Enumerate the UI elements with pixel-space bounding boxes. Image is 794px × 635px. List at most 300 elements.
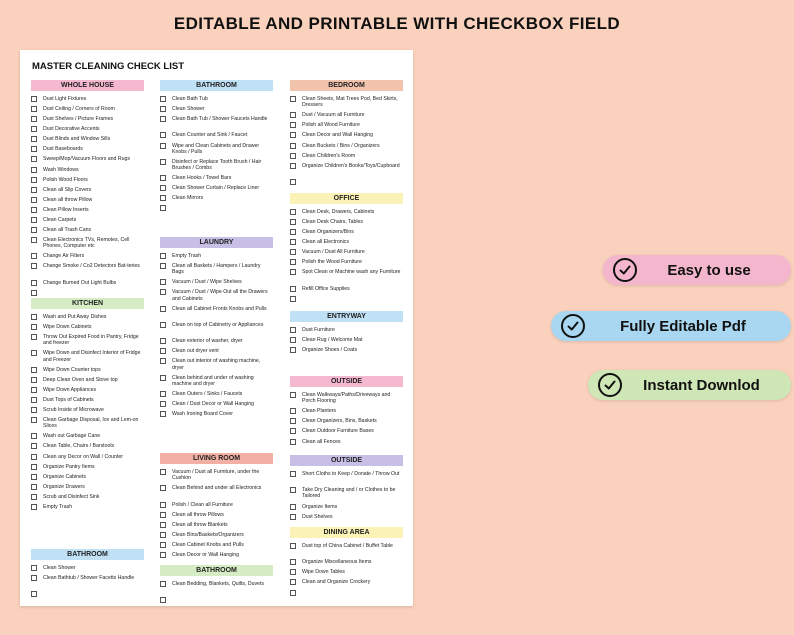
- item-label: Dust Tops of Cabinets: [43, 396, 94, 403]
- item-label: Wipe Down Appliances: [43, 386, 97, 393]
- checkbox[interactable]: [31, 464, 37, 470]
- checkbox[interactable]: [290, 439, 296, 445]
- checkbox[interactable]: [290, 132, 296, 138]
- checkbox[interactable]: [31, 454, 37, 460]
- checklist-item: [290, 543, 403, 555]
- item-label: Clean all Cabinet Fronts Knobs and Pulls: [172, 305, 267, 312]
- checklist-item: [160, 358, 273, 370]
- checkbox[interactable]: [31, 116, 37, 122]
- item-label: Organize Items: [302, 503, 338, 510]
- checklist-item: [160, 338, 273, 344]
- checkbox[interactable]: [31, 227, 37, 233]
- item-label: Clean all throw Blankets: [172, 521, 228, 528]
- checkbox[interactable]: [290, 249, 296, 255]
- item-label: Dust Shelves: [302, 513, 333, 520]
- section-header: BATHROOM: [160, 565, 273, 576]
- section-header: OUTSIDE: [290, 455, 403, 466]
- badge-label: Fully Editable Pdf: [620, 317, 746, 335]
- checklist-item: [160, 159, 273, 171]
- checkbox[interactable]: [290, 569, 296, 575]
- item-label: Change Burned Out Light Bulbs: [43, 279, 117, 286]
- checkbox[interactable]: [31, 324, 37, 330]
- checklist-item: [290, 269, 403, 281]
- checkbox[interactable]: [160, 552, 166, 558]
- checklist-item: [290, 418, 403, 424]
- item-label: Clean all Electronics: [302, 239, 349, 246]
- checkbox[interactable]: [290, 428, 296, 434]
- checkbox[interactable]: [31, 290, 37, 296]
- checkbox[interactable]: [290, 337, 296, 343]
- checklist-item: [31, 253, 144, 259]
- checklist-item: [160, 348, 273, 354]
- item-label: Clean behind and under of washing machine and dryer: [172, 374, 254, 387]
- section-whole-house: [31, 80, 144, 300]
- item-label: Dust Furniture: [302, 327, 335, 333]
- checklist-item: [160, 96, 273, 102]
- item-label: Clean Walkways/Paths/Driveways and Porch Flooring: [302, 392, 391, 405]
- checkbox[interactable]: [160, 289, 166, 295]
- badge-label: Easy to use: [667, 261, 751, 279]
- checkbox[interactable]: [31, 387, 37, 393]
- item-label: Clean any Decor on Wall / Counter: [43, 453, 123, 460]
- item-label: Clean Shower: [43, 565, 76, 571]
- checkbox[interactable]: [31, 433, 37, 439]
- checklist-item: [31, 263, 144, 275]
- checklist-item: [160, 391, 273, 397]
- checkbox[interactable]: [290, 269, 296, 275]
- item-label: Clean Desk Chairs, Tables: [302, 219, 364, 226]
- checklist-item: [290, 504, 403, 510]
- checkbox[interactable]: [290, 347, 296, 353]
- checkbox[interactable]: [290, 504, 296, 510]
- checkbox[interactable]: [31, 350, 37, 356]
- checkbox[interactable]: [290, 579, 296, 585]
- checklist-item: [31, 177, 144, 183]
- checklist-item: [31, 156, 144, 162]
- checklist-item: [160, 263, 273, 275]
- checklist-item: [31, 387, 144, 393]
- checklist-item: [31, 474, 144, 480]
- checkbox[interactable]: [160, 279, 166, 285]
- item-label: Clean Bath Tub: [172, 96, 208, 102]
- item-label: Organize Pantry Items: [43, 463, 95, 470]
- checkbox[interactable]: [290, 209, 296, 215]
- item-label: Scrub and Disinfect Sink: [43, 493, 100, 500]
- feature-badge: [603, 255, 791, 285]
- item-label: Clean Bathtub / Shower Facetts Handle: [43, 575, 135, 582]
- checklist-item: [31, 464, 144, 470]
- checkbox[interactable]: [31, 397, 37, 403]
- checkbox[interactable]: [290, 229, 296, 235]
- checkbox[interactable]: [290, 559, 296, 565]
- checkbox[interactable]: [290, 296, 296, 302]
- checklist-item: [31, 504, 144, 510]
- badge-label: Instant Downlod: [643, 376, 760, 394]
- item-label: Clean out interior of washing machine, dryer: [172, 358, 261, 371]
- checkbox[interactable]: [290, 122, 296, 128]
- checklist-item: [290, 579, 403, 585]
- checklist-item: [290, 209, 403, 215]
- checkbox[interactable]: [31, 197, 37, 203]
- item-label: Wash Ironing Board Cover: [172, 411, 233, 418]
- item-label: Deep Clean Oven and Stove top: [43, 376, 118, 383]
- item-label: Wash and Put Away Dishes: [43, 314, 107, 320]
- checklist-item: [290, 179, 403, 185]
- check-circle-icon: [561, 314, 585, 338]
- checklist-item: [160, 132, 273, 138]
- section-header: OFFICE: [290, 193, 403, 204]
- item-label: Vacuum / Dust / Wipe Shelves: [172, 279, 242, 286]
- checkbox[interactable]: [31, 565, 37, 571]
- checkbox[interactable]: [31, 136, 37, 142]
- item-label: Clean Shower Curtain / Replace Liner: [172, 185, 260, 192]
- checklist-item: [290, 439, 403, 445]
- checklist-item: [160, 597, 273, 603]
- checklist-item: [160, 185, 273, 191]
- checkbox[interactable]: [290, 487, 296, 493]
- item-label: Clean Rug / Welcome Mat: [302, 337, 363, 344]
- checklist-item: [31, 96, 144, 102]
- checklist-item: [31, 407, 144, 413]
- item-label: Clean all Baskets / Hampers / Laundry Bags: [172, 263, 261, 276]
- checkbox[interactable]: [160, 581, 166, 587]
- checkbox[interactable]: [160, 597, 166, 603]
- item-label: Polish all Wood Furniture: [302, 122, 360, 129]
- checklist-item: [31, 484, 144, 490]
- item-label: Clean Bins/Baskets/Organizers: [172, 531, 244, 538]
- checklist-item: [290, 514, 403, 520]
- headline: EDITABLE AND PRINTABLE WITH CHECKBOX FIELD: [173, 14, 621, 33]
- checklist-item: [160, 205, 273, 211]
- checkbox[interactable]: [160, 143, 166, 149]
- checkbox[interactable]: [290, 418, 296, 424]
- checklist-item: [290, 327, 403, 333]
- checklist-item: [290, 219, 403, 225]
- checkbox[interactable]: [31, 591, 37, 597]
- checkbox[interactable]: [290, 514, 296, 520]
- checkbox[interactable]: [160, 205, 166, 211]
- checkbox[interactable]: [160, 132, 166, 138]
- checkbox[interactable]: [160, 263, 166, 269]
- checklist-item: [290, 487, 403, 499]
- checkbox[interactable]: [160, 195, 166, 201]
- item-label: Clean all Fences: [302, 438, 341, 445]
- checklist-item: [290, 559, 403, 565]
- checkbox[interactable]: [31, 575, 37, 581]
- item-label: Clean Bath Tub / Shower Faucets Handle: [172, 116, 268, 123]
- section-header: LAUNDRY: [160, 237, 273, 248]
- checkbox[interactable]: [31, 377, 37, 383]
- item-label: Change Air Filters: [43, 253, 85, 260]
- checklist-item: [160, 512, 273, 518]
- checklist-item: [31, 106, 144, 112]
- item-label: Spot Clean or Machine wash any Furniture: [302, 269, 401, 276]
- checkbox[interactable]: [160, 401, 166, 407]
- checklist-item: [31, 417, 144, 429]
- item-label: Dust Decorative Accents: [43, 126, 100, 133]
- checkbox[interactable]: [31, 407, 37, 413]
- checkbox[interactable]: [160, 116, 166, 122]
- feature-badge: [551, 311, 791, 341]
- checklist-item: [290, 239, 403, 245]
- checkbox[interactable]: [31, 146, 37, 152]
- checkbox[interactable]: [160, 411, 166, 417]
- checklist-item: [160, 195, 273, 201]
- checkbox[interactable]: [290, 286, 296, 292]
- checklist-item: [31, 126, 144, 132]
- checkbox[interactable]: [290, 327, 296, 333]
- item-label: Polish / Clean all Furniture: [172, 501, 233, 508]
- section-header: BATHROOM: [31, 549, 144, 560]
- section-header: DINING AREA: [290, 527, 403, 538]
- checklist-item: [31, 397, 144, 403]
- checkbox[interactable]: [31, 237, 37, 243]
- item-label: Clean / Dust Decor or Wall Hanging: [172, 401, 254, 408]
- checkbox[interactable]: [31, 474, 37, 480]
- checkbox[interactable]: [31, 494, 37, 500]
- item-label: Polish Wood Floors: [43, 176, 88, 183]
- checkbox[interactable]: [31, 167, 37, 173]
- item-label: Dust Light Fixtures: [43, 96, 87, 102]
- checklist-item: [290, 392, 403, 404]
- checklist-item: [31, 197, 144, 203]
- item-label: Clean out dryer vent: [172, 348, 219, 355]
- checklist-item: [160, 375, 273, 387]
- checklist-item: [31, 350, 144, 362]
- checklist-item: [31, 280, 144, 286]
- item-label: Clean and Organize Crockery: [302, 579, 371, 586]
- checklist-item: [160, 522, 273, 528]
- item-label: Clean Desk, Drawers, Cabinets: [302, 209, 375, 215]
- checklist-item: [31, 334, 144, 346]
- checklist-item: [31, 494, 144, 500]
- checkbox[interactable]: [160, 159, 166, 165]
- section-dining-area: [290, 527, 403, 600]
- item-label: Clean Electronics TVs, Remotes, Cell Phones, Computer etc: [43, 237, 130, 250]
- section-office: [290, 193, 403, 306]
- checkbox[interactable]: [160, 322, 166, 328]
- checkbox[interactable]: [160, 185, 166, 191]
- section-outside: [290, 455, 403, 524]
- checklist-item: [31, 217, 144, 223]
- item-label: Short Cloths to Keep / Donate / Throw Out: [302, 471, 400, 477]
- item-label: Vacuum / Dust / Wipe Out all the Drawers and Cabinets: [172, 289, 268, 302]
- checkbox[interactable]: [290, 471, 296, 477]
- checkbox[interactable]: [31, 263, 37, 269]
- item-label: Clean Children's Room: [302, 152, 356, 159]
- item-label: Clean Organizers/Bins: [302, 229, 354, 236]
- item-label: Clean Behind and under all Electronics: [172, 485, 262, 492]
- section-entryway: [290, 311, 403, 357]
- checklist-item: [160, 253, 273, 259]
- checkbox[interactable]: [31, 96, 37, 102]
- checklist-item: [160, 116, 273, 128]
- checklist-item: [290, 471, 403, 483]
- checklist-item: [31, 136, 144, 142]
- checkbox[interactable]: [160, 106, 166, 112]
- checkbox[interactable]: [160, 338, 166, 344]
- checkbox[interactable]: [31, 253, 37, 259]
- checklist-item: [31, 433, 144, 439]
- checklist-item: [290, 259, 403, 265]
- checkbox[interactable]: [160, 502, 166, 508]
- checklist-item: [290, 112, 403, 118]
- checklist-item: [290, 408, 403, 414]
- item-label: Wipe Down and Disinfect Interior of Fridge and Freezer: [43, 350, 141, 363]
- checklist-item: [290, 143, 403, 149]
- item-label: Organize Miscellaneous Items: [302, 559, 372, 566]
- checklist-item: [290, 132, 403, 138]
- checkbox[interactable]: [160, 358, 166, 364]
- checklist-item: [160, 469, 273, 481]
- checkbox[interactable]: [160, 485, 166, 491]
- checklist-item: [31, 324, 144, 330]
- section-outside: [290, 376, 403, 449]
- checkbox[interactable]: [290, 179, 296, 185]
- section-laundry: [160, 237, 273, 421]
- checklist-item: [31, 290, 144, 296]
- checklist-item: [160, 542, 273, 548]
- checklist-item: [31, 443, 144, 449]
- item-label: Vacuum / Dust all Furniture, under the Cushion: [172, 469, 260, 482]
- checkbox[interactable]: [160, 375, 166, 381]
- checklist-item: [160, 411, 273, 417]
- item-label: Wipe and Clean Cabinets and Drawer Knobs / Pulls: [172, 142, 260, 155]
- item-label: Dust top of China Cabinet / Buffet Table: [302, 543, 393, 549]
- item-label: Dust Baseboards: [43, 146, 83, 153]
- checkbox[interactable]: [31, 367, 37, 373]
- item-label: Sweep/Mop/Vacuum Floors and Rugs: [43, 156, 130, 163]
- item-label: Empty Trash: [172, 253, 202, 259]
- checkbox[interactable]: [290, 163, 296, 169]
- item-label: Empty Trash: [43, 503, 73, 510]
- checklist-item: [160, 279, 273, 285]
- checkbox[interactable]: [290, 153, 296, 159]
- item-label: Clean Bedding, Blankets, Quilts, Duvets: [172, 581, 264, 587]
- checkbox[interactable]: [290, 590, 296, 596]
- checkbox[interactable]: [160, 175, 166, 181]
- checkbox[interactable]: [290, 219, 296, 225]
- section-header: BATHROOM: [160, 80, 273, 91]
- checklist-item: [31, 314, 144, 320]
- checkbox[interactable]: [31, 207, 37, 213]
- checklist-item: [290, 337, 403, 343]
- section-header: ENTRYWAY: [290, 311, 403, 322]
- item-label: Organize Drawers: [43, 483, 85, 490]
- item-label: Wash out Garbage Cane: [43, 433, 101, 440]
- checkbox[interactable]: [31, 280, 37, 286]
- item-label: Dust Shelves / Picture Frames: [43, 116, 114, 123]
- item-label: Polish the Wood Furniture: [302, 259, 362, 266]
- item-label: Clean all Slip Covers: [43, 186, 92, 193]
- feature-badge: [588, 370, 791, 400]
- checkbox[interactable]: [31, 484, 37, 490]
- checklist-item: [290, 347, 403, 353]
- checklist-item: [160, 552, 273, 558]
- checklist-item: [160, 532, 273, 538]
- item-label: Clean Sheets, Mat Trees Pod, Bed Skirts, Dressers: [302, 96, 398, 109]
- item-label: Clean Hooks / Towel Bars: [172, 175, 232, 182]
- item-label: Clean Garbage Disposal, Ice and Lem-on Slices: [43, 417, 139, 430]
- checklist-item: [290, 229, 403, 235]
- checkbox[interactable]: [290, 259, 296, 265]
- checklist-item: [31, 575, 144, 587]
- checkbox[interactable]: [31, 177, 37, 183]
- section-bathroom: [160, 80, 273, 215]
- item-label: Clean Outers / Sinks / Faucets: [172, 391, 243, 397]
- item-label: Clean Buckets / Bins / Organizers: [302, 142, 380, 149]
- section-header: LIVING ROOM: [160, 453, 273, 464]
- item-label: Disinfect or Replace Tooth Brush / Hair Brushes / Combs: [172, 158, 262, 171]
- checklist-item: [31, 377, 144, 383]
- checkbox[interactable]: [290, 239, 296, 245]
- item-label: Clean Carpets: [43, 216, 77, 223]
- checklist-item: [160, 306, 273, 318]
- checklist-item: [160, 143, 273, 155]
- checklist-item: [290, 296, 403, 302]
- checkbox[interactable]: [160, 348, 166, 354]
- item-label: Clean Mirrors: [172, 195, 204, 202]
- section-header: BEDROOM: [290, 80, 403, 91]
- checklist-item: [160, 289, 273, 301]
- checkbox[interactable]: [31, 126, 37, 132]
- section-header: OUTSIDE: [290, 376, 403, 387]
- item-label: Clean on top of Cabinetry or Appliances: [172, 322, 264, 328]
- checkbox[interactable]: [160, 532, 166, 538]
- section-living-room: [160, 453, 273, 562]
- item-label: Clean all Trash Cans: [43, 227, 92, 234]
- checkbox[interactable]: [31, 504, 37, 510]
- checkbox[interactable]: [290, 392, 296, 398]
- checklist-item: [31, 167, 144, 173]
- item-label: Clean Decor and Wall Hanging: [302, 132, 374, 139]
- checkbox[interactable]: [31, 314, 37, 320]
- item-label: Vacuum / Dust All Furniture: [302, 249, 365, 256]
- checkbox[interactable]: [160, 391, 166, 397]
- item-label: Wipe Down Cabinets: [43, 324, 92, 331]
- checkbox[interactable]: [31, 334, 37, 340]
- checkbox[interactable]: [290, 408, 296, 414]
- item-label: Scrub Inside of Microwave: [43, 407, 104, 414]
- checklist-item: [290, 286, 403, 292]
- checkbox[interactable]: [31, 156, 37, 162]
- checkbox[interactable]: [290, 543, 296, 549]
- checkbox[interactable]: [160, 542, 166, 548]
- checkbox[interactable]: [290, 112, 296, 118]
- item-label: Refill Office Supplies: [302, 285, 350, 292]
- checkbox[interactable]: [31, 443, 37, 449]
- checkbox[interactable]: [160, 469, 166, 475]
- checklist-item: [290, 153, 403, 159]
- checkbox[interactable]: [160, 306, 166, 312]
- checklist-item: [290, 428, 403, 434]
- section-bedroom: [290, 80, 403, 189]
- checkbox[interactable]: [290, 96, 296, 102]
- item-label: Throw Out Expired Food in Pantry, Fridge and freezer: [43, 334, 139, 347]
- checkbox[interactable]: [160, 96, 166, 102]
- checkbox[interactable]: [160, 522, 166, 528]
- checkbox[interactable]: [290, 143, 296, 149]
- checkbox[interactable]: [31, 106, 37, 112]
- sheet-title: MASTER CLEANING CHECK LIST: [32, 61, 184, 72]
- check-circle-icon: [613, 258, 637, 282]
- checkbox[interactable]: [160, 253, 166, 259]
- checkbox[interactable]: [31, 217, 37, 223]
- checkbox[interactable]: [31, 417, 37, 423]
- section-bathroom: [160, 565, 273, 607]
- checkbox[interactable]: [31, 187, 37, 193]
- checkbox[interactable]: [160, 512, 166, 518]
